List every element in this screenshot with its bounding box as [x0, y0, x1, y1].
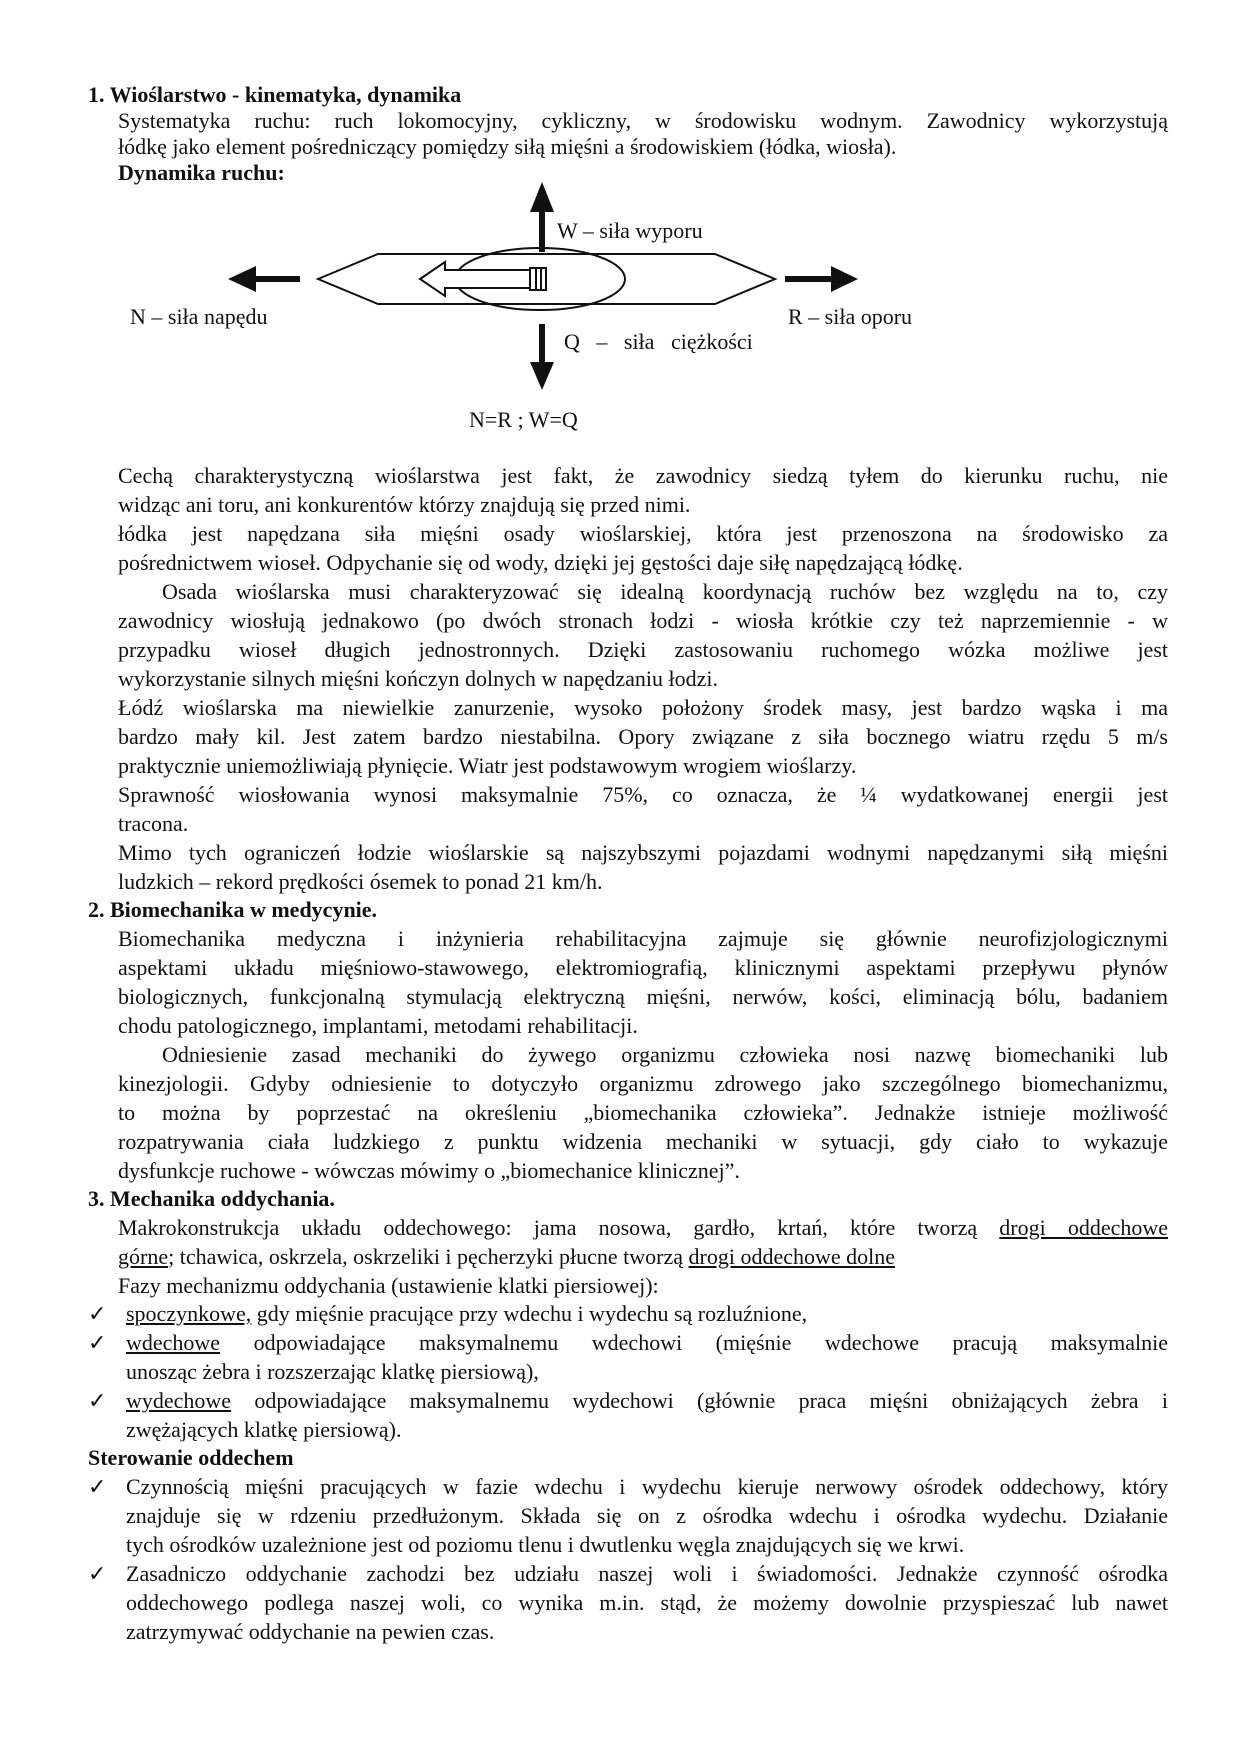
inner-arrow-icon: [420, 262, 530, 296]
paragraph-line: chodu patologicznego, implantami, metodami rehabilitacji.: [118, 1013, 638, 1038]
upper-airways-term: drogi oddechowe: [999, 1215, 1169, 1240]
list-item: [126, 1386, 1168, 1415]
arrow-right-icon: [785, 266, 858, 292]
list-item: [126, 1299, 807, 1328]
paragraph-line: Biomechanika medyczna i inżynieria rehabilitacyjna zajmuje się głównie neurofizjologicznymi: [118, 926, 1168, 951]
paragraph-line: to można by poprzestać na określeniu „biomechanika człowieka”. Jednakże istnieje możliwość: [118, 1100, 1168, 1125]
list-item-continuation: znajduje się w rdzeniu przedłużonym. Składa się on z ośrodka wdechu i ośrodka wydechu. Działanie: [126, 1503, 1168, 1528]
dynamics-heading: Dynamika ruchu:: [118, 160, 285, 185]
paragraph-line: Łódź wioślarska ma niewielkie zanurzenie, wysoko położony środek masy, jest bardzo wąska i ma: [118, 695, 1168, 720]
breathing-control-heading: Sterowanie oddechem: [88, 1445, 294, 1470]
checkmark-icon: ✓: [88, 1330, 107, 1355]
paragraph-line: Odniesienie zasad mechaniki do żywego organizmu człowieka nosi nazwę biomechaniki lub: [162, 1042, 1168, 1067]
list-item-continuation: oddechowego podlega naszej woli, co wynika m.in. stąd, że możemy dowolnie przyspieszać lub nawet: [126, 1590, 1168, 1615]
paragraph-line: rozpatrywania ciała ludzkiego z punktu widzenia mechaniki w sytuacji, gdy ciało to wykazuje: [118, 1129, 1168, 1154]
paragraph-line: ludzkich – rekord prędkości ósemek to ponad 21 km/h.: [118, 869, 603, 894]
checkmark-icon: ✓: [88, 1301, 107, 1326]
paragraph-line: Mimo tych ograniczeń łodzie wioślarskie są najszybszymi pojazdami wodnymi napędzanymi siłą mięśni: [118, 840, 1168, 865]
term: spoczynkowe,: [126, 1301, 252, 1326]
list-item-continuation: unosząc żebra i rozszerzając klatkę piersiową),: [126, 1359, 539, 1384]
arrow-down-icon: [530, 324, 554, 390]
label-q-gravity: Q – siła ciężkości: [564, 329, 753, 354]
paragraph-line: Systematyka ruchu: ruch lokomocyjny, cykliczny, w środowisku wodnym. Zawodnicy wykorzystują: [118, 108, 1168, 133]
term: wydechowe: [126, 1388, 232, 1413]
paragraph-line: Sprawność wiosłowania wynosi maksymalnie 75%, co oznacza, że ¼ wydatkowanej energii jest: [118, 782, 1168, 807]
label-r-resistance: R – siła oporu: [788, 304, 913, 329]
checkmark-icon: ✓: [88, 1474, 107, 1499]
upper-airways-term: górne: [118, 1244, 169, 1269]
paragraph-line: kinezjologii. Gdyby odniesienie to dotyczyło organizmu zdrowego jako szczególnego biomechanizmu,: [118, 1071, 1168, 1096]
section-3-heading: 3. Mechanika oddychania.: [88, 1186, 335, 1211]
paragraph-line: Osada wioślarska musi charakteryzować się idealną koordynacją ruchów bez względu na to, czy: [162, 579, 1168, 604]
arrow-up-icon: [530, 182, 554, 252]
paragraph-line: biologicznych, funkcjonalną stymulacją elektryczną mięśni, nerwów, kości, eliminacją bólu, badaniem: [118, 984, 1168, 1009]
checkmark-icon: ✓: [88, 1561, 107, 1586]
text-span: odpowiadające maksymalnemu wdechowi (mięśnie wdechowe pracują maksymalnie: [220, 1330, 1168, 1355]
paragraph-line: bardzo mały kil. Jest zatem bardzo niestabilna. Opory związane z siła bocznego wiatru rzędu 5 m/s: [118, 724, 1168, 749]
lower-airways-term: drogi oddechowe dolne: [688, 1244, 896, 1269]
label-n-propulsion: N – siła napędu: [130, 304, 268, 329]
paragraph-line: Fazy mechanizmu oddychania (ustawienie klatki piersiowej):: [118, 1273, 659, 1298]
paragraph-line: praktycznie uniemożliwiają płynięcie. Wiatr jest podstawowym wrogiem wioślarzy.: [118, 753, 857, 778]
text-span: Makrokonstrukcja układu oddechowego: jama nosowa, gardło, krtań, które tworzą: [118, 1215, 978, 1240]
paragraph-line: [118, 1242, 895, 1271]
arrow-left-icon: [228, 266, 300, 292]
paragraph-line: pośrednictwem wioseł. Odpychanie się od wody, dzięki jej gęstości daje siłę napędzającą łódkę.: [118, 550, 963, 575]
text-span: odpowiadające maksymalnemu wydechowi (głównie praca mięśni obniżających żebra i: [231, 1388, 1168, 1413]
equation: N=R ; W=Q: [469, 407, 578, 432]
list-item-continuation: zatrzymywać oddychanie na pewien czas.: [126, 1619, 495, 1644]
section-2-heading: 2. Biomechanika w medycynie.: [88, 897, 378, 922]
list-item: Zasadniczo oddychanie zachodzi bez udziału naszej woli i świadomości. Jednakże czynność ośrodka: [126, 1561, 1168, 1586]
paragraph-line: [118, 1213, 1168, 1242]
text-span: gdy mięśnie pracujące przy wdechu i wydechu są rozluźnione,: [251, 1301, 808, 1326]
list-item: Czynnością mięśni pracujących w fazie wdechu i wydechu kieruje nerwowy ośrodek oddechowy, który: [126, 1474, 1168, 1499]
paragraph-line: przypadku wioseł długich jednostronnych. Dzięki zastosowaniu ruchomego wózka możliwe jest: [118, 637, 1168, 662]
paragraph-line: Cechą charakterystyczną wioślarstwa jest fakt, że zawodnicy siedzą tyłem do kierunku ruchu, nie: [118, 463, 1168, 488]
paragraph-line: łódkę jako element pośredniczący pomiędzy siłą mięśni a środowiskiem (łódka, wiosła).: [118, 134, 897, 159]
section-1-heading: 1. Wioślarstwo - kinematyka, dynamika: [88, 82, 462, 107]
list-item: [126, 1328, 1168, 1357]
paragraph-line: zawodnicy wiosłują jednakowo (po dwóch stronach łodzi - wiosła krótkie czy też naprzemiennie - w: [118, 608, 1168, 633]
checkmark-icon: ✓: [88, 1388, 107, 1413]
list-item-continuation: zwężających klatkę piersiową).: [126, 1417, 402, 1442]
label-w-buoyancy: W – siła wyporu: [557, 218, 703, 243]
paragraph-line: tracona.: [118, 811, 189, 836]
seat-icon: [530, 268, 546, 290]
list-item-continuation: tych ośrodków uzależnione jest od poziomu tlenu i dwutlenku węgla znajdujących się we krwi.: [126, 1532, 965, 1557]
paragraph-line: dysfunkcje ruchowe - wówczas mówimy o „biomechanice klinicznej”.: [118, 1158, 740, 1183]
paragraph-line: aspektami układu mięśniowo-stawowego, elektromiografią, klinicznymi aspektami przepływu płynów: [118, 955, 1168, 980]
paragraph-line: łódka jest napędzana siła mięśni osady wioślarskiej, która jest przenoszona na środowisko za: [118, 521, 1168, 546]
text-span: ; tchawica, oskrzela, oskrzeliki i pęcherzyki płucne tworzą: [168, 1244, 684, 1269]
term: wdechowe: [126, 1330, 221, 1355]
paragraph-line: wykorzystanie silnych mięśni kończyn dolnych w napędzaniu łodzi.: [118, 666, 718, 691]
paragraph-line: widząc ani toru, ani konkurentów którzy znajdują się przed nimi.: [118, 492, 691, 517]
